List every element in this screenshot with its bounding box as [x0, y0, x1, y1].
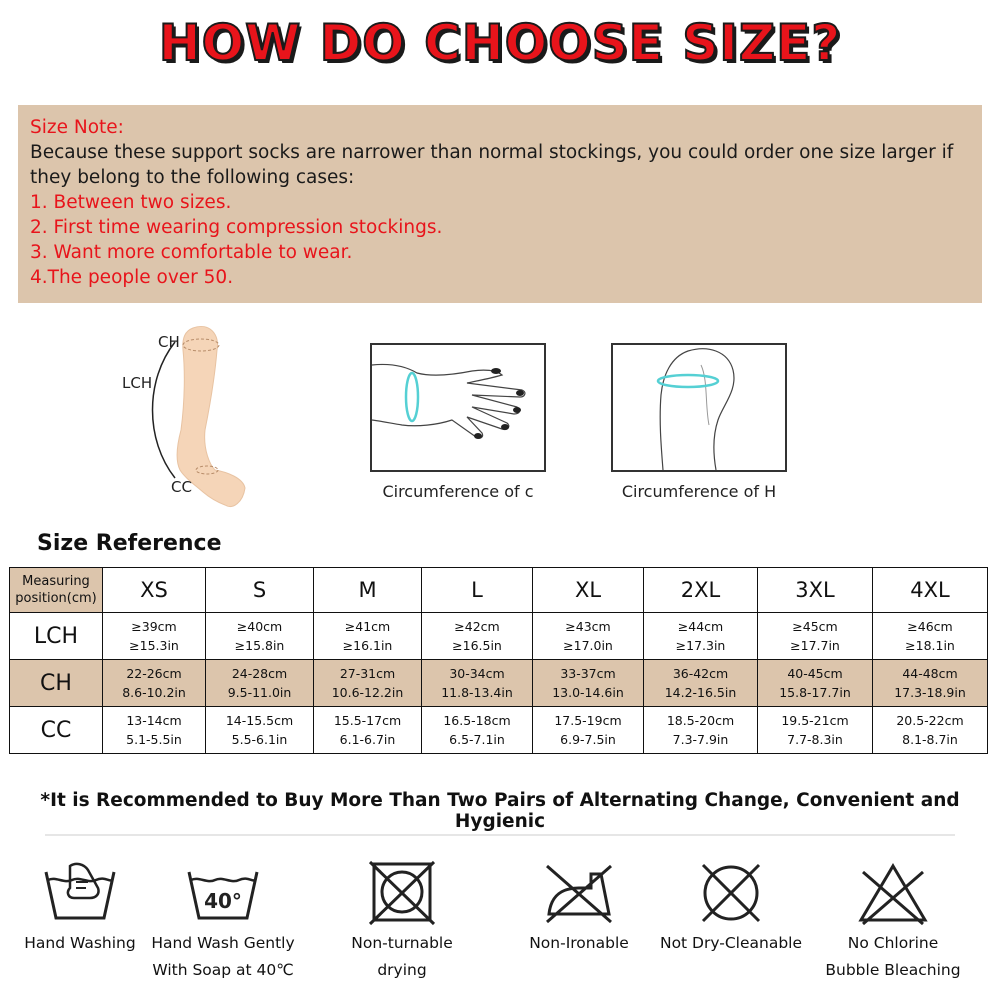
- hand-illustration: [372, 345, 544, 470]
- table-cell: ≥44cm ≥17.3in: [644, 613, 758, 660]
- size-header-cell: 4XL: [873, 568, 988, 613]
- size-note-item: 3. Want more comfortable to wear.: [30, 242, 353, 263]
- wash-temp-text: 40°: [204, 889, 242, 913]
- size-header-cell: S: [206, 568, 314, 613]
- table-cell: 13-14cm 5.1-5.5in: [103, 707, 206, 754]
- table-cell: 40-45cm 15.8-17.7in: [758, 660, 873, 707]
- table-row: [10, 613, 988, 660]
- table-cell: 44-48cm 17.3-18.9in: [873, 660, 988, 707]
- care-item-hand-wash: [5, 858, 155, 957]
- cc-label: CC: [171, 478, 192, 496]
- care-item-no-tumble-dry: [327, 858, 477, 984]
- hand-wash-icon: [40, 858, 120, 928]
- table-cell: ≥43cm ≥17.0in: [533, 613, 644, 660]
- wash-40-icon: [183, 858, 263, 928]
- size-header-cell: M: [314, 568, 422, 613]
- table-cell: 24-28cm 9.5-11.0in: [206, 660, 314, 707]
- care-label: Non-turnable drying: [351, 934, 453, 979]
- table-cell: 19.5-21cm 7.7-8.3in: [758, 707, 873, 754]
- table-cell: ≥40cm ≥15.8in: [206, 613, 314, 660]
- care-label: Hand Wash Gently With Soap at 40℃: [151, 934, 295, 979]
- size-table: [9, 567, 988, 754]
- upper-arm-illustration: [613, 345, 785, 470]
- size-note-heading: Size Note:: [30, 117, 124, 138]
- care-label: Non-Ironable: [529, 934, 629, 952]
- table-row: [10, 660, 988, 707]
- care-item-no-iron: [504, 858, 654, 957]
- care-item-no-bleach: [818, 858, 968, 984]
- table-cell: 33-37cm 13.0-14.6in: [533, 660, 644, 707]
- table-row: [10, 707, 988, 754]
- care-item-wash-40: [148, 858, 298, 984]
- upper-arm-caption: Circumference of H: [621, 482, 777, 501]
- care-label: No Chlorine Bubble Bleaching: [825, 934, 961, 979]
- size-note-item: 4.The people over 50.: [30, 267, 234, 288]
- size-header-cell: XL: [533, 568, 644, 613]
- table-cell: 27-31cm 10.6-12.2in: [314, 660, 422, 707]
- ch-label: CH: [158, 333, 180, 351]
- table-cell: 36-42cm 14.2-16.5in: [644, 660, 758, 707]
- recommendation-text: *It is Recommended to Buy More Than Two Pairs of Alternating Change, Convenient and Hygienic: [40, 790, 960, 832]
- upper-arm-measure-photo: [611, 343, 787, 472]
- care-label: Not Dry-Cleanable: [659, 934, 803, 952]
- no-iron-icon: [539, 858, 619, 928]
- table-cell: 16.5-18cm 6.5-7.1in: [422, 707, 533, 754]
- size-header-cell: 3XL: [758, 568, 873, 613]
- table-cell: ≥42cm ≥16.5in: [422, 613, 533, 660]
- arm-measurement-diagram: [115, 320, 265, 515]
- lch-label: LCH: [122, 374, 153, 392]
- no-dry-clean-icon: [691, 858, 771, 928]
- table-cell: 17.5-19cm 6.9-7.5in: [533, 707, 644, 754]
- size-note-body: Because these support socks are narrower than normal stockings, you could order one size larger if they belong to the following cases:: [30, 142, 954, 188]
- table-cell: 18.5-20cm 7.3-7.9in: [644, 707, 758, 754]
- size-header-cell: L: [422, 568, 533, 613]
- care-label: Hand Washing: [24, 934, 136, 952]
- no-bleach-icon: [853, 858, 933, 928]
- size-note-item: 2. First time wearing compression stockings.: [30, 217, 443, 238]
- page-title: HOW DO CHOOSE SIZE?: [158, 14, 842, 72]
- care-item-no-dry-clean: [656, 858, 806, 957]
- size-header-cell: XS: [103, 568, 206, 613]
- row-label: CH: [10, 660, 103, 707]
- wrist-caption: Circumference of c: [382, 482, 534, 501]
- size-header-cell: 2XL: [644, 568, 758, 613]
- table-cell: ≥45cm ≥17.7in: [758, 613, 873, 660]
- size-note-item: 1. Between two sizes.: [30, 192, 232, 213]
- divider: [45, 834, 955, 836]
- measuring-position-header: Measuring position(cm): [10, 568, 103, 613]
- table-cell: 15.5-17cm 6.1-6.7in: [314, 707, 422, 754]
- table-cell: 14-15.5cm 5.5-6.1in: [206, 707, 314, 754]
- row-label: CC: [10, 707, 103, 754]
- table-cell: 30-34cm 11.8-13.4in: [422, 660, 533, 707]
- row-label: LCH: [10, 613, 103, 660]
- table-cell: 20.5-22cm 8.1-8.7in: [873, 707, 988, 754]
- wrist-measure-photo: [370, 343, 546, 472]
- table-cell: ≥39cm ≥15.3in: [103, 613, 206, 660]
- table-cell: 22-26cm 8.6-10.2in: [103, 660, 206, 707]
- size-note-box: [18, 105, 982, 303]
- table-cell: ≥41cm ≥16.1in: [314, 613, 422, 660]
- table-cell: ≥46cm ≥18.1in: [873, 613, 988, 660]
- no-tumble-dry-icon: [362, 858, 442, 928]
- size-reference-title: Size Reference: [37, 531, 222, 556]
